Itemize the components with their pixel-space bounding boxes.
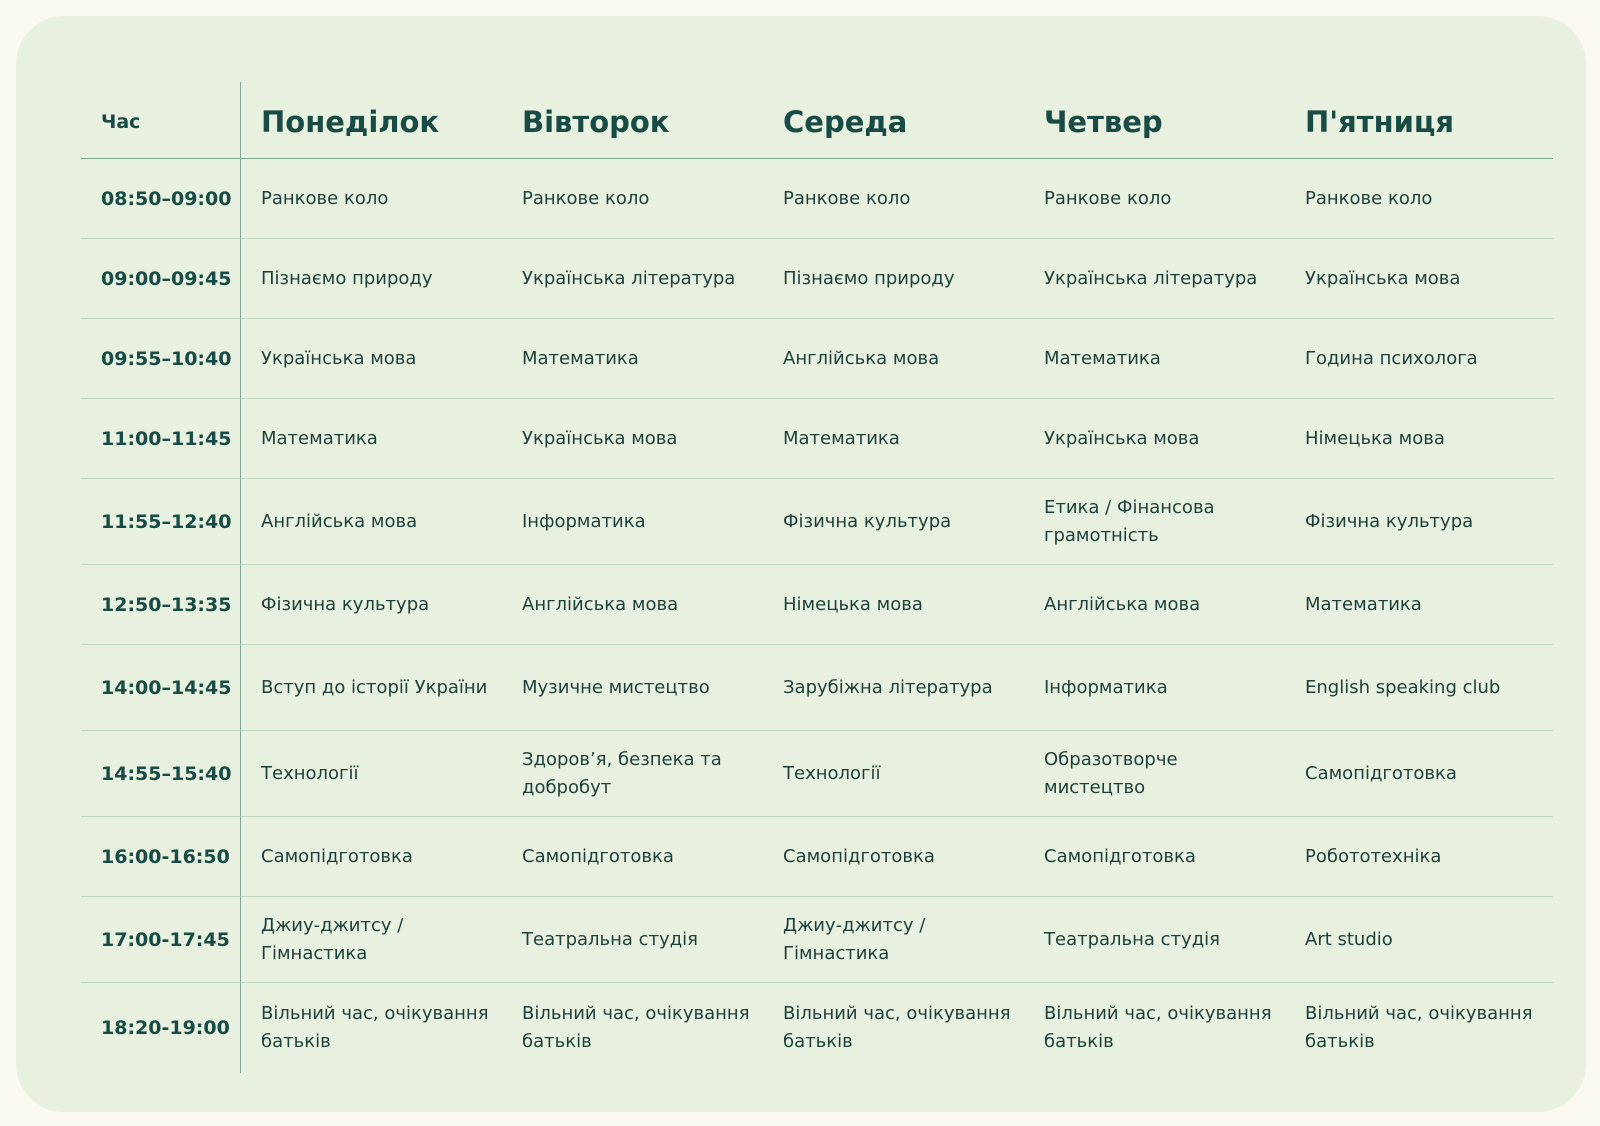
- lesson-cell: Фізична культура: [241, 565, 502, 645]
- lesson-cell: Українська мова: [1024, 399, 1285, 479]
- time-slot: 14:55–15:40: [81, 731, 241, 817]
- lesson-cell: Образотворче мистецтво: [1024, 731, 1285, 817]
- lesson-cell: Здоров’я, безпека та добробут: [502, 731, 763, 817]
- header-day-wednesday: Середа: [763, 82, 1024, 159]
- time-slot: 18:20-19:00: [81, 983, 241, 1073]
- time-slot: 09:00–09:45: [81, 239, 241, 319]
- schedule-table: [81, 82, 1553, 1073]
- lesson-cell: Година психолога: [1285, 319, 1553, 399]
- lesson-cell: Джиу-джитсу / Гімнастика: [763, 897, 1024, 983]
- lesson-cell: Ранкове коло: [1285, 159, 1553, 239]
- lesson-cell: Німецька мова: [763, 565, 1024, 645]
- lesson-cell: Джиу-джитсу / Гімнастика: [241, 897, 502, 983]
- lesson-cell: Математика: [1285, 565, 1553, 645]
- header-day-friday: П'ятниця: [1285, 82, 1553, 159]
- lesson-cell: Вільний час, очікування батьків: [261, 1003, 489, 1052]
- lesson-cell: Математика: [502, 319, 763, 399]
- lesson-cell: Вступ до історії України: [241, 645, 502, 731]
- lesson-cell: Англійська мова: [763, 319, 1024, 399]
- lesson-cell: Робототехніка: [1285, 817, 1553, 897]
- lesson-cell: Art studio: [1285, 897, 1553, 983]
- schedule-card: [16, 16, 1586, 1112]
- time-slot: 12:50–13:35: [81, 565, 241, 645]
- lesson-cell: Вільний час, очікування батьків: [783, 1003, 1011, 1052]
- header-day-monday: Понеділок: [241, 82, 502, 159]
- lesson-cell: Етика / Фінансова грамотність: [1024, 479, 1285, 565]
- time-slot: 11:00–11:45: [81, 399, 241, 479]
- lesson-cell: Інформатика: [502, 479, 763, 565]
- time-slot: 11:55–12:40: [81, 479, 241, 565]
- lesson-cell: Математика: [241, 399, 502, 479]
- lesson-cell: Фізична культура: [1285, 479, 1553, 565]
- lesson-cell: Ранкове коло: [763, 159, 1024, 239]
- lesson-cell: Пізнаємо природу: [241, 239, 502, 319]
- lesson-cell: Математика: [1024, 319, 1285, 399]
- lesson-cell: Німецька мова: [1285, 399, 1553, 479]
- lesson-cell: Вільний час, очікування батьків: [522, 1003, 750, 1052]
- lesson-cell: Англійська мова: [241, 479, 502, 565]
- lesson-cell: Самопідготовка: [763, 817, 1024, 897]
- lesson-cell: Англійська мова: [1024, 565, 1285, 645]
- time-slot: 08:50–09:00: [81, 159, 241, 239]
- lesson-cell: Українська мова: [1285, 239, 1553, 319]
- lesson-cell: Пізнаємо природу: [763, 239, 1024, 319]
- lesson-cell: Вільний час, очікування батьків: [1305, 1003, 1533, 1052]
- lesson-cell: Технології: [763, 731, 1024, 817]
- lesson-cell: Українська література: [1024, 239, 1285, 319]
- lesson-cell: Математика: [763, 399, 1024, 479]
- lesson-cell: Самопідготовка: [1024, 817, 1285, 897]
- lesson-cell: Англійська мова: [502, 565, 763, 645]
- time-slot: 17:00-17:45: [81, 897, 241, 983]
- time-slot: 14:00–14:45: [81, 645, 241, 731]
- lesson-cell: Українська мова: [241, 319, 502, 399]
- lesson-cell: Вільний час, очікування батьків: [1044, 1003, 1272, 1052]
- lesson-cell: Театральна студія: [1024, 897, 1285, 983]
- time-slot: 09:55–10:40: [81, 319, 241, 399]
- lesson-cell: Самопідготовка: [241, 817, 502, 897]
- lesson-cell: Інформатика: [1024, 645, 1285, 731]
- lesson-cell: Музичне мистецтво: [502, 645, 763, 731]
- header-time: Час: [81, 82, 241, 159]
- lesson-cell: Фізична культура: [763, 479, 1024, 565]
- lesson-cell: Українська література: [502, 239, 763, 319]
- header-day-tuesday: Вівторок: [502, 82, 763, 159]
- lesson-cell: Самопідготовка: [1285, 731, 1553, 817]
- lesson-cell: Ранкове коло: [241, 159, 502, 239]
- time-slot: 16:00-16:50: [81, 817, 241, 897]
- lesson-cell: Ранкове коло: [502, 159, 763, 239]
- lesson-cell: Ранкове коло: [1024, 159, 1285, 239]
- lesson-cell: Зарубіжна література: [763, 645, 1024, 731]
- lesson-cell: English speaking club: [1285, 645, 1553, 731]
- lesson-cell: Українська мова: [502, 399, 763, 479]
- header-day-thursday: Четвер: [1024, 82, 1285, 159]
- lesson-cell: Театральна студія: [502, 897, 763, 983]
- lesson-cell: Самопідготовка: [502, 817, 763, 897]
- lesson-cell: Технології: [241, 731, 502, 817]
